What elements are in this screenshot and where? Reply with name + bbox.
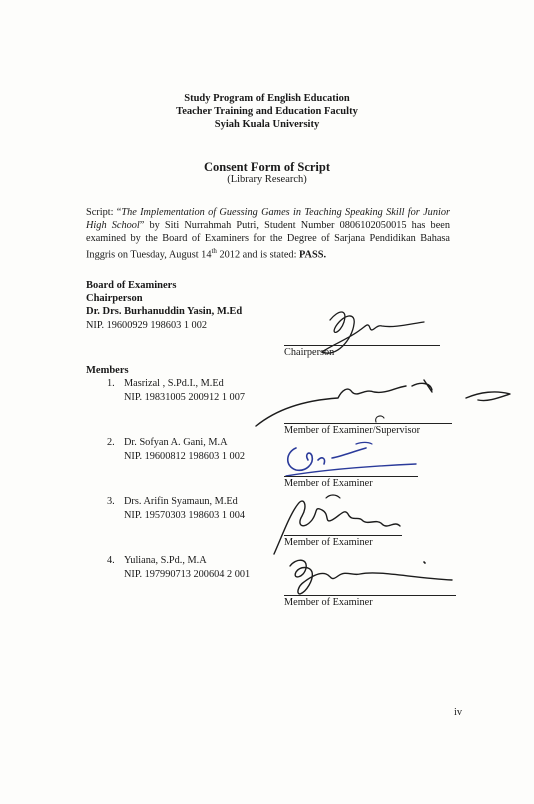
members-heading: Members <box>86 365 129 376</box>
chair-caption: Chairperson <box>284 347 335 358</box>
faculty-name: Teacher Training and Education Faculty <box>176 106 358 117</box>
member-2-caption: Member of Examiner <box>284 478 373 489</box>
member-1-number: 1. <box>107 378 115 389</box>
member-3-name: Drs. Arifin Syamaun, M.Ed <box>124 496 238 507</box>
form-title: Consent Form of Script <box>203 160 331 174</box>
script-details: ” by Siti Nurrahmah Putri, Student Number 0806102050015 has been examined by the Board of Examiners for the Degree of Sarjana Pendidikan Bahasa Inggris on Tuesday, August 14 <box>86 220 450 261</box>
script-details-end: 2012 and is stated: <box>216 249 300 261</box>
date-superscript: th <box>211 247 217 255</box>
script-statement <box>86 206 450 261</box>
member-4-nip: NIP. 197990713 200604 2 001 <box>124 569 251 580</box>
exam-result: PASS. <box>299 249 327 261</box>
member-3-nip: NIP. 19570303 198603 1 004 <box>124 510 245 521</box>
chair-name: Dr. Drs. Burhanuddin Yasin, M.Ed <box>86 306 243 317</box>
member-4-sign-line <box>284 595 456 596</box>
script-title: The Implementation of Guessing Games in Teaching Speaking Skill for Junior High School <box>86 207 450 231</box>
program-name: Study Program of English Education <box>184 93 350 104</box>
member-3-number: 3. <box>107 496 115 507</box>
member-1-caption: Member of Examiner/Supervisor <box>284 425 421 436</box>
chair-nip: NIP. 19600929 198603 1 002 <box>86 320 207 331</box>
member-2-number: 2. <box>107 437 115 448</box>
chair-signature <box>300 300 430 370</box>
member-1-sign-line <box>284 423 452 424</box>
member-4-signature <box>282 552 462 598</box>
member-2-nip: NIP. 19600812 198603 1 002 <box>124 451 245 462</box>
chair-heading: Chairperson <box>86 293 143 304</box>
member-4-number: 4. <box>107 555 115 566</box>
member-1-nip: NIP. 19831005 200912 1 007 <box>124 392 245 403</box>
member-4-name: Yuliana, S.Pd., M.A <box>124 555 207 566</box>
member-2-name: Dr. Sofyan A. Gani, M.A <box>124 437 228 448</box>
chair-sign-line <box>284 345 440 346</box>
member-2-sign-line <box>284 476 418 477</box>
script-prefix: Script: “ <box>86 207 122 218</box>
member-3-caption: Member of Examiner <box>284 537 373 548</box>
board-heading: Board of Examiners <box>86 280 177 291</box>
page-number: iv <box>454 707 463 718</box>
member-4-caption: Member of Examiner <box>284 597 373 608</box>
university-name: Syiah Kuala University <box>214 119 320 130</box>
member-1-name: Masrizal , S.Pd.I., M.Ed <box>124 378 224 389</box>
form-subtitle: (Library Research) <box>227 174 307 185</box>
member-3-sign-line <box>284 535 402 536</box>
